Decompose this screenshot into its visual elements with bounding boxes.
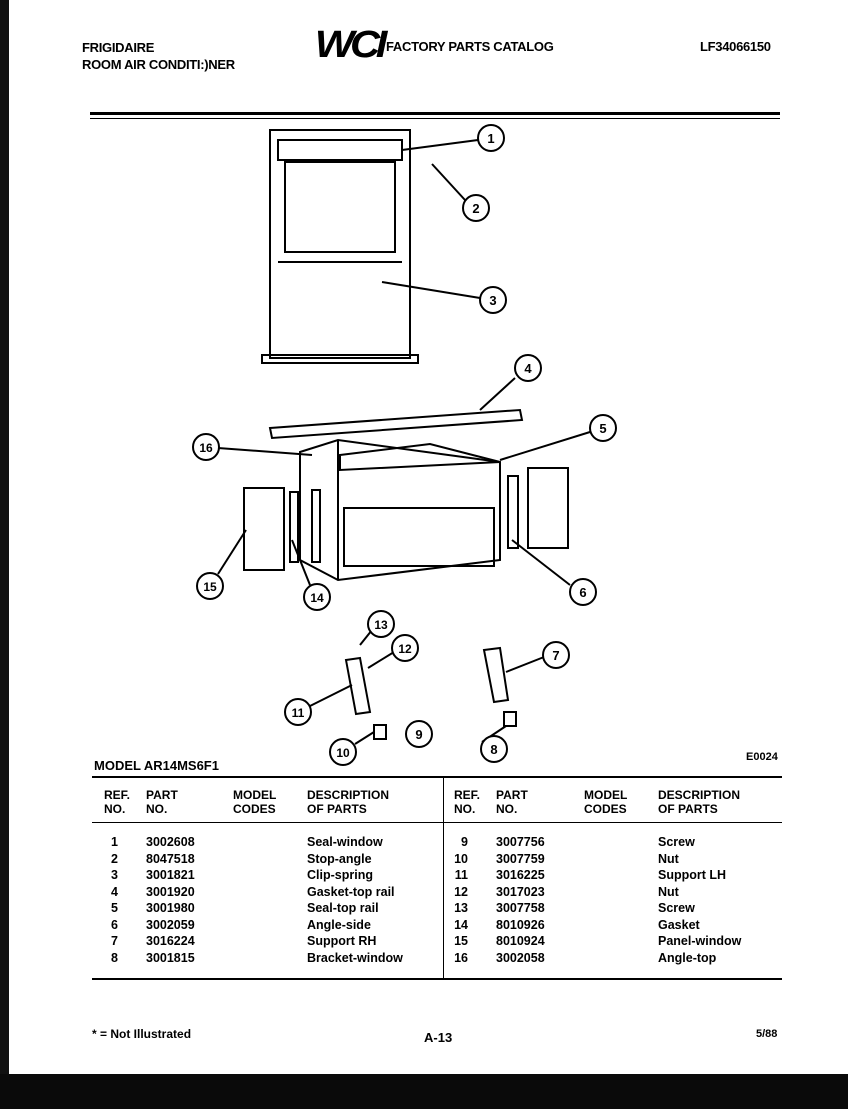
header-desc-r: DESCRIPTION bbox=[658, 788, 741, 802]
svg-text:12: 12 bbox=[398, 642, 412, 656]
panel-window-right bbox=[528, 468, 568, 548]
header-ref-r-2: NO. bbox=[454, 802, 476, 816]
cell-part: 3002059 bbox=[146, 917, 195, 932]
cell-desc: Panel-window bbox=[658, 934, 742, 948]
header-model: MODEL bbox=[233, 788, 277, 802]
cell-desc: Gasket bbox=[658, 917, 700, 932]
cell-ref: 10 bbox=[454, 851, 468, 866]
header-ref-2: NO. bbox=[104, 802, 126, 816]
cell-ref: 9 bbox=[461, 835, 468, 849]
cell-ref: 12 bbox=[454, 884, 468, 899]
cell-ref: 2 bbox=[111, 851, 118, 866]
svg-text:5: 5 bbox=[599, 421, 607, 436]
cell-desc: Angle-side bbox=[307, 917, 371, 932]
cell-part: 3002058 bbox=[496, 950, 545, 965]
svg-text:9: 9 bbox=[415, 727, 423, 742]
cell-desc: Screw bbox=[658, 901, 695, 915]
svg-text:15: 15 bbox=[203, 580, 217, 594]
cell-part: 3001980 bbox=[146, 901, 195, 915]
cell-desc: Nut bbox=[658, 884, 679, 899]
cell-ref: 5 bbox=[111, 901, 118, 915]
top-rail bbox=[270, 410, 522, 438]
cell-ref: 4 bbox=[111, 884, 118, 899]
window-frame bbox=[270, 130, 410, 358]
svg-text:14: 14 bbox=[310, 591, 324, 605]
header-desc-2: OF PARTS bbox=[307, 802, 367, 816]
cell-ref: 1 bbox=[111, 835, 118, 849]
cell-desc: Stop-angle bbox=[307, 851, 372, 866]
cell-part: 3002608 bbox=[146, 835, 195, 849]
page-number: A-13 bbox=[424, 1030, 453, 1045]
cell-ref: 11 bbox=[454, 868, 468, 882]
cell-ref: 15 bbox=[454, 934, 468, 948]
cell-desc: Bracket-window bbox=[307, 950, 403, 965]
cell-part: 3016224 bbox=[146, 934, 195, 948]
header-rule-bottom bbox=[92, 822, 782, 823]
cell-ref: 16 bbox=[454, 950, 468, 965]
svg-text:2: 2 bbox=[472, 201, 480, 216]
diagram-code: E0024 bbox=[746, 751, 778, 763]
cell-desc: Nut bbox=[658, 851, 679, 866]
cell-part: 8010926 bbox=[496, 917, 545, 932]
revision-date: 5/88 bbox=[756, 1028, 778, 1040]
header-part-2: NO. bbox=[146, 802, 168, 816]
cell-part: 3007759 bbox=[496, 851, 545, 866]
header-model-r: MODEL bbox=[584, 788, 628, 802]
svg-text:13: 13 bbox=[374, 618, 388, 632]
header-model-r-2: CODES bbox=[584, 802, 627, 816]
cell-part: 8010924 bbox=[496, 934, 545, 948]
cell-desc: Screw bbox=[658, 835, 695, 849]
cell-part: 3007756 bbox=[496, 835, 545, 849]
cell-desc: Support RH bbox=[307, 934, 377, 948]
header-desc: DESCRIPTION bbox=[307, 788, 390, 802]
brand: FRIGIDAIRE bbox=[82, 40, 155, 55]
cell-ref: 13 bbox=[454, 901, 468, 915]
cell-part: 3001920 bbox=[146, 884, 195, 899]
cell-part: 3001815 bbox=[146, 950, 195, 965]
model-number: MODEL AR14MS6F1 bbox=[94, 758, 219, 773]
cell-ref: 14 bbox=[454, 917, 468, 932]
svg-text:1: 1 bbox=[487, 131, 495, 146]
header-ref-r: REF. bbox=[454, 788, 481, 802]
cell-part: 3017023 bbox=[496, 884, 545, 899]
cell-ref: 3 bbox=[111, 868, 118, 882]
svg-text:3: 3 bbox=[489, 293, 497, 308]
header-part: PART bbox=[146, 788, 178, 802]
wci-logo: WCI bbox=[314, 24, 383, 66]
cell-ref: 8 bbox=[111, 950, 118, 965]
svg-text:16: 16 bbox=[199, 441, 213, 455]
cell-ref: 7 bbox=[111, 934, 118, 948]
cell-part: 3007758 bbox=[496, 901, 545, 915]
panel-window-left bbox=[244, 488, 284, 570]
cell-desc: Support LH bbox=[658, 868, 727, 882]
table-top-rule bbox=[92, 776, 782, 778]
header-part-r-2: NO. bbox=[496, 802, 518, 816]
product-type: ROOM AIR CONDITI:)NER bbox=[82, 57, 235, 72]
cell-part: 8047518 bbox=[146, 851, 195, 866]
svg-text:6: 6 bbox=[579, 585, 587, 600]
header-ref: REF. bbox=[104, 788, 131, 802]
cell-part: 3001821 bbox=[146, 868, 195, 882]
header-part-r: PART bbox=[496, 788, 528, 802]
cabinet-sleeve bbox=[300, 440, 500, 580]
cell-part: 3016225 bbox=[496, 868, 545, 882]
cell-desc: Clip-spring bbox=[307, 868, 373, 882]
callouts bbox=[193, 125, 616, 765]
svg-text:8: 8 bbox=[490, 742, 498, 757]
cell-desc: Seal-top rail bbox=[307, 901, 379, 915]
cell-desc: Seal-window bbox=[307, 835, 383, 849]
table-divider bbox=[443, 778, 444, 978]
scan-bottom-edge bbox=[0, 1074, 848, 1109]
header-desc-r-2: OF PARTS bbox=[658, 802, 718, 816]
svg-text:7: 7 bbox=[552, 648, 560, 663]
table-bottom-rule bbox=[92, 978, 782, 980]
catalog-number: LF34066150 bbox=[700, 39, 771, 54]
svg-text:4: 4 bbox=[524, 361, 532, 376]
cell-ref: 6 bbox=[111, 917, 118, 932]
catalog-title: FACTORY PARTS CATALOG bbox=[386, 39, 554, 54]
svg-text:10: 10 bbox=[336, 746, 350, 760]
header-model-2: CODES bbox=[233, 802, 276, 816]
svg-text:11: 11 bbox=[291, 706, 305, 720]
cell-desc: Gasket-top rail bbox=[307, 884, 395, 899]
not-illustrated-note: * = Not Illustrated bbox=[92, 1027, 192, 1041]
cell-desc: Angle-top bbox=[658, 950, 717, 965]
